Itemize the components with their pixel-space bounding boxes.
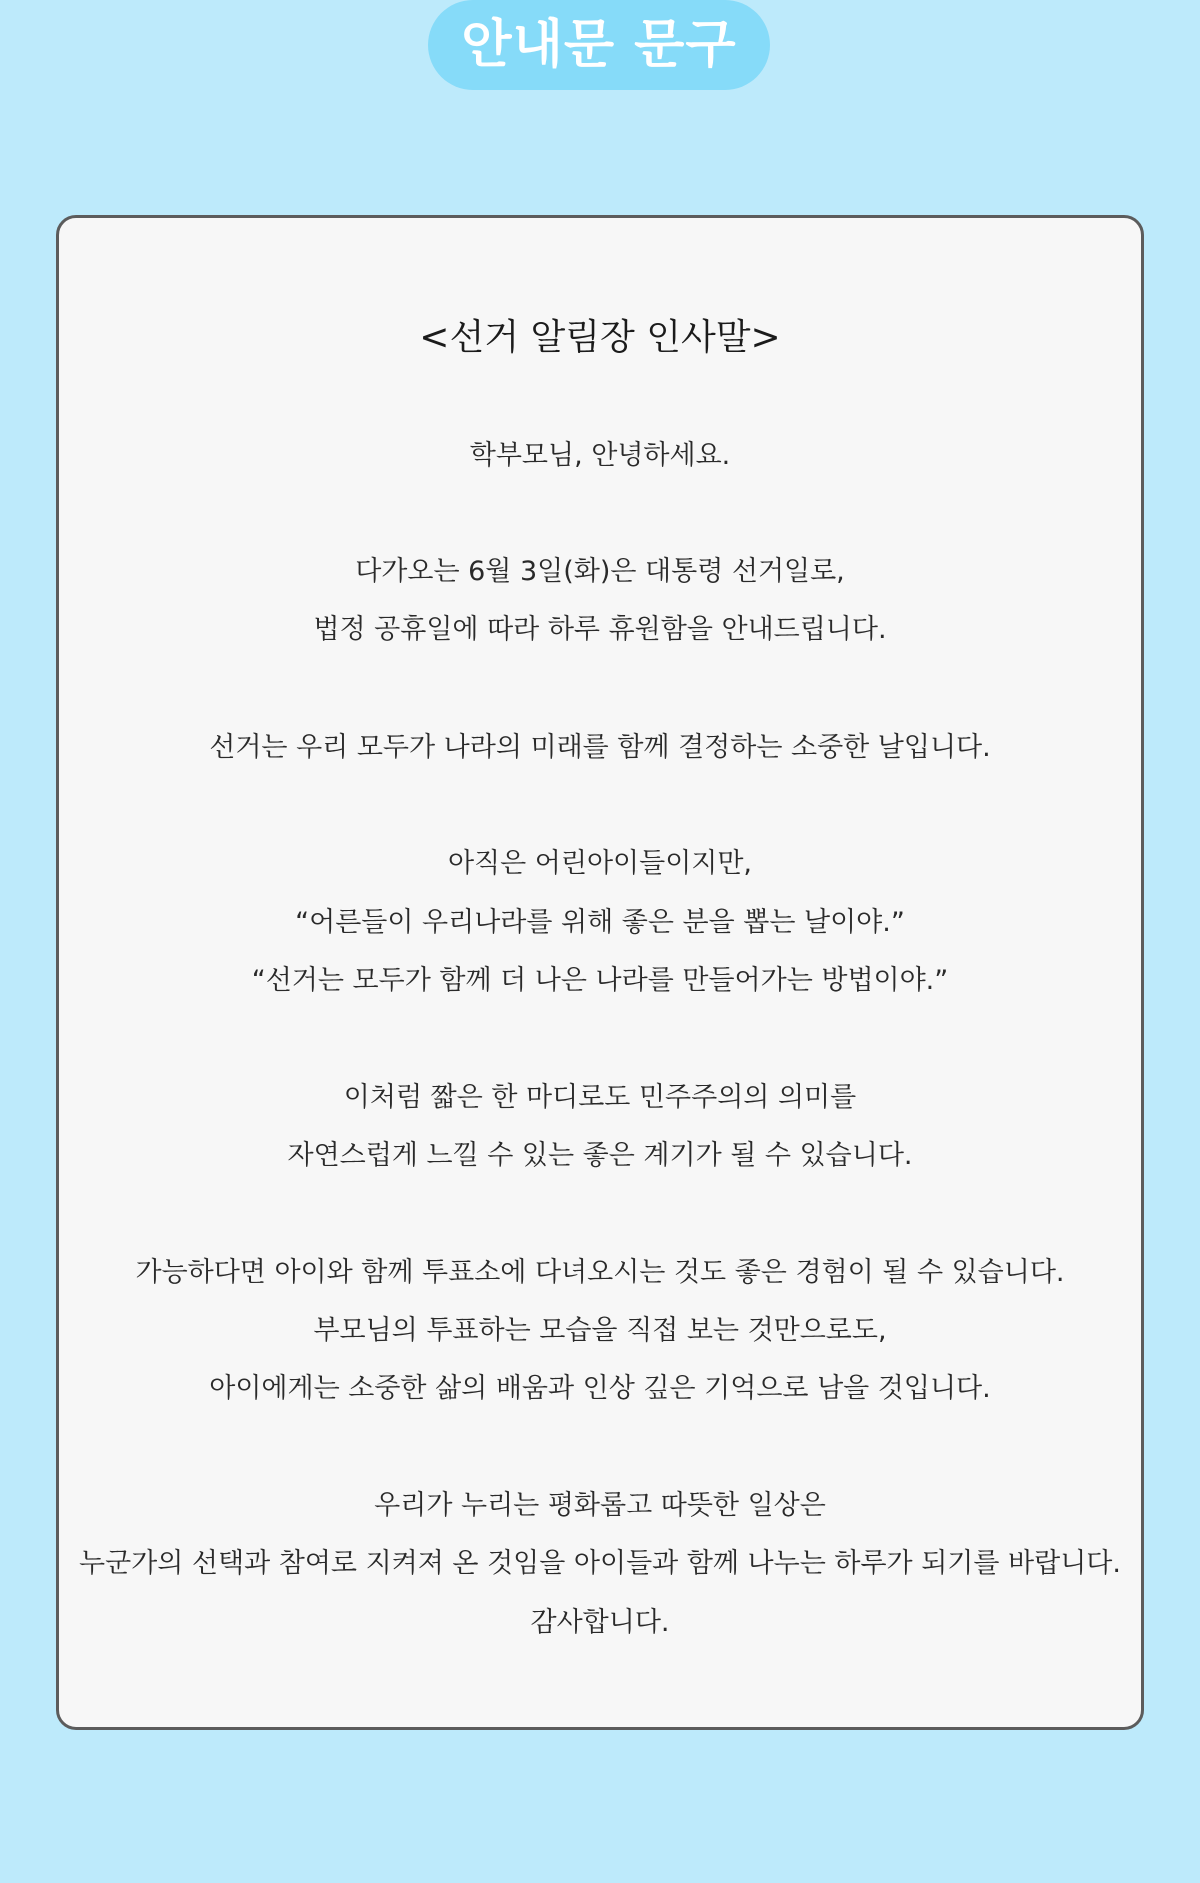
text-line: 다가오는 6월 3일(화)은 대통령 선거일로,	[355, 556, 845, 587]
text-line: 가능하다면 아이와 함께 투표소에 다녀오시는 것도 좋은 경험이 될 수 있습니다.	[135, 1257, 1065, 1288]
text-line: 누군가의 선택과 참여로 지켜져 온 것임을 아이들과 함께 나누는 하루가 되기를 바랍니다.	[79, 1548, 1121, 1579]
text-line: 아직은 어린아이들이지만,	[447, 848, 753, 879]
text-line: 이처럼 짧은 한 마디로도 민주주의의 의미를	[343, 1082, 857, 1113]
header-badge	[428, 0, 770, 90]
text-line: “선거는 모두가 함께 더 나은 나라를 만들어가는 방법이야.”	[251, 965, 949, 996]
greeting-line: 학부모님, 안녕하세요.	[469, 440, 731, 471]
text-line: 우리가 누리는 평화롭고 따뜻한 일상은	[374, 1490, 826, 1521]
header-title: 안내문 문구	[461, 15, 737, 75]
notice-title: <선거 알림장 인사말>	[419, 317, 781, 358]
text-line: 법정 공휴일에 따라 하루 휴원함을 안내드립니다.	[313, 614, 887, 645]
text-line: 아이에게는 소중한 삶의 배움과 인상 깊은 기억으로 남을 것입니다.	[209, 1373, 991, 1404]
text-line: 자연스럽게 느낄 수 있는 좋은 계기가 될 수 있습니다.	[287, 1140, 913, 1171]
text-line: “어른들이 우리나라를 위해 좋은 분을 뽑는 날이야.”	[295, 907, 905, 938]
notice-card	[56, 215, 1144, 1730]
text-line: 부모님의 투표하는 모습을 직접 보는 것만으로도,	[313, 1315, 887, 1346]
text-line: 선거는 우리 모두가 나라의 미래를 함께 결정하는 소중한 날입니다.	[209, 732, 991, 763]
text-line: 감사합니다.	[530, 1607, 670, 1638]
